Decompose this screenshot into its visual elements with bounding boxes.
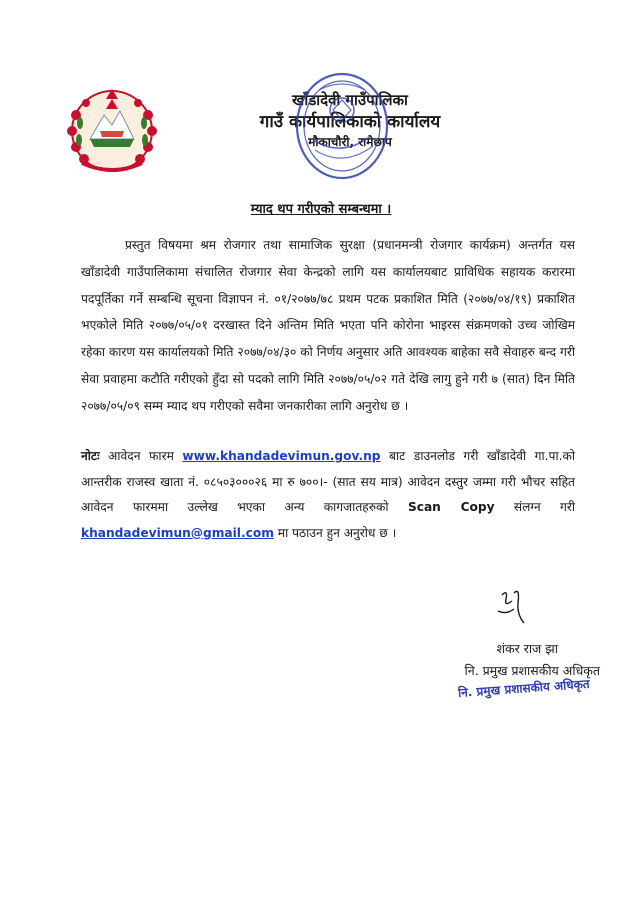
notice-text-2: बाट डाउनलोड गरी खाँडादेवी गा.पा.को आन्तरीक राजस्व खाता नं. ०८५०३०००२६ मा रु ७००।- (सात सय मात्र) आवेदन दस्तुर जम्मा गरी भौचर सहित आवेदन फारममा उल्लेख भएका अन्य कागजातहरुको (81, 449, 575, 514)
notice-text-4: मा पठाउन हुन अनुरोध छ । (273, 525, 397, 540)
scan-copy-text: Scan Copy (407, 500, 495, 514)
office-stamp-icon (293, 70, 391, 182)
office-name: गाउँ कार्यपालिकाको कार्यालय (259, 112, 441, 132)
office-address: मौकाचौरी, रामेछाप (308, 135, 392, 149)
signer-title: नि. प्रमुख प्रशासकीय अधिकृत (464, 663, 600, 678)
notice-paragraph (81, 444, 575, 546)
notice-label: नोटः (81, 449, 100, 463)
website-link[interactable]: www.khandadevimun.gov.np (182, 449, 381, 463)
subject-line: म्याद थप गरीएको सम्बन्धमा । (250, 202, 392, 217)
notice-text-3: संलग्न गरी (494, 500, 575, 514)
nepal-emblem-icon (62, 85, 162, 177)
signer-name: शंकर राज झा (496, 641, 558, 656)
signature-scribble-icon (484, 585, 544, 635)
org-name: खाँडादेवी गाउँपालिका (292, 91, 408, 109)
notice-section (81, 444, 575, 546)
letter-body (81, 232, 575, 420)
body-paragraph: प्रस्तुत विषयमा श्रम रोजगार तथा सामाजिक सुरक्षा (प्रधानमन्त्री रोजगार कार्यक्रम) अन्तर्गत यस खाँडादेवी गाउँपालिकामा संचालित रोजगार सेवा केन्द्रको लागि यस कार्यालयबाट प्राविधिक सहायक करारमा पदपूर्तिका गर्ने सम्बन्धि सूचना विज्ञापन नं. ०१/२०७७/७८ प्रथम पटक प्रकाशित मिति (२०७७/०४/१९) प्रकाशित भएकोले मिति २०७७/०५/०१ दरखास्त दिने अन्तिम मिति भएता पनि कोरोना भाइरस संक्रमणको उच्च जोखिम रहेका कारण यस कार्यालयको मिति २०७७/०४/३० को निर्णय अनुसार अति आवश्यक बाहेका सवै सेवाहरु बन्द गरी सेवा प्रवाहमा कटौति गरीएको हुँदा सो पदको लागि मिति २०७७/०५/०२ गते देखि लागु हुने गरी ७ (सात) दिन मिति २०७७/०५/०९ सम्म म्याद थप गरीएको सवैमा जनकारीका लागि अनुरोध छ । (81, 238, 575, 413)
designation-stamp: नि. प्रमुख प्रशासकीय अधिकृत (457, 676, 591, 700)
notice-text-1: आवेदन फारम (99, 449, 183, 463)
email-link[interactable]: khandadevimun@gmail.com (81, 525, 274, 540)
